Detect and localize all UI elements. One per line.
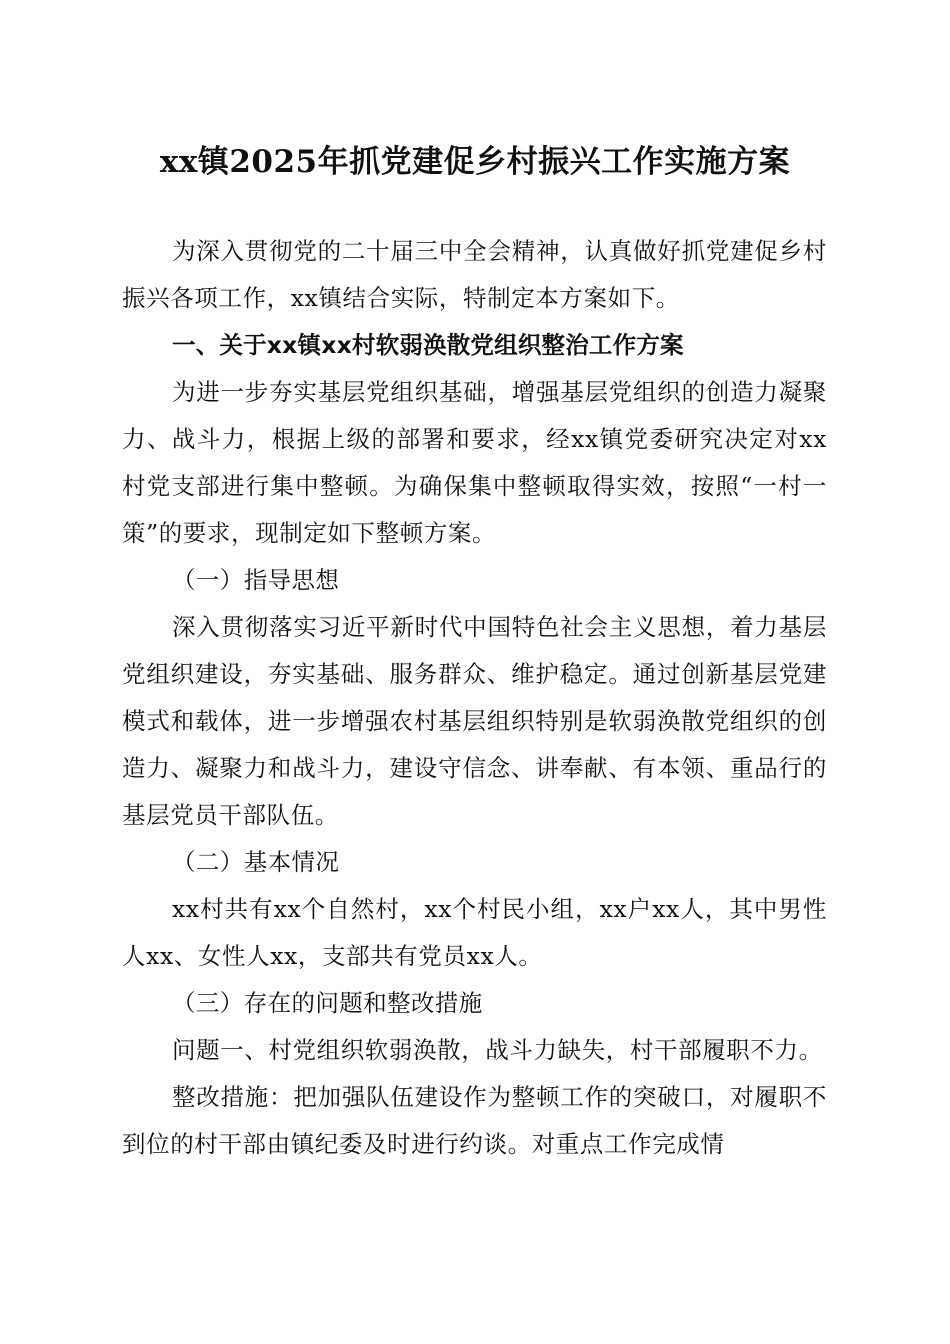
document-title: xx镇2025年抓党建促乡村振兴工作实施方案 bbox=[159, 144, 791, 180]
intro-paragraph: 为深入贯彻党的二十届三中全会精神，认真做好抓党建促乡村振兴各项工作，xx镇结合实际，特制定本方案如下。 bbox=[122, 237, 827, 312]
document-body bbox=[122, 228, 827, 1168]
section-1-heading: 一、关于xx镇xx村软弱涣散党组织整治工作方案 bbox=[172, 331, 684, 359]
measure-1-text: 整改措施：把加强队伍建设作为整顿工作的突破口，对履职不到位的村干部由镇纪委及时进行约谈。对重点工作完成情 bbox=[122, 1083, 827, 1158]
subsection-3-heading: （三）存在的问题和整改措施 bbox=[172, 989, 483, 1017]
problem-1-text: 问题一、村党组织软弱涣散，战斗力缺失，村干部履职不力。 bbox=[172, 1036, 823, 1064]
section-1-intro: 为进一步夯实基层党组织基础，增强基层党组织的创造力凝聚力、战斗力，根据上级的部署和要求，经xx镇党委研究决定对xx村党支部进行集中整顿。为确保集中整顿取得实效，按照“一村一策”的要求，现制定如下整顿方案。 bbox=[122, 378, 827, 547]
subsection-1-text: 深入贯彻落实习近平新时代中国特色社会主义思想，着力基层党组织建设，夯实基础、服务群众、维护稳定。通过创新基层党建模式和载体，进一步增强农村基层组织特别是软弱涣散党组织的创造力、凝聚力和战斗力，建设守信念、讲奉献、有本领、重品行的基层党员干部队伍。 bbox=[122, 613, 827, 829]
subsection-1-heading: （一）指导思想 bbox=[172, 566, 340, 594]
subsection-2-heading: （二）基本情况 bbox=[172, 848, 340, 876]
subsection-2-text: xx村共有xx个自然村，xx个村民小组，xx户xx人，其中男性人xx、女性人xx，支部共有党员xx人。 bbox=[122, 895, 827, 970]
